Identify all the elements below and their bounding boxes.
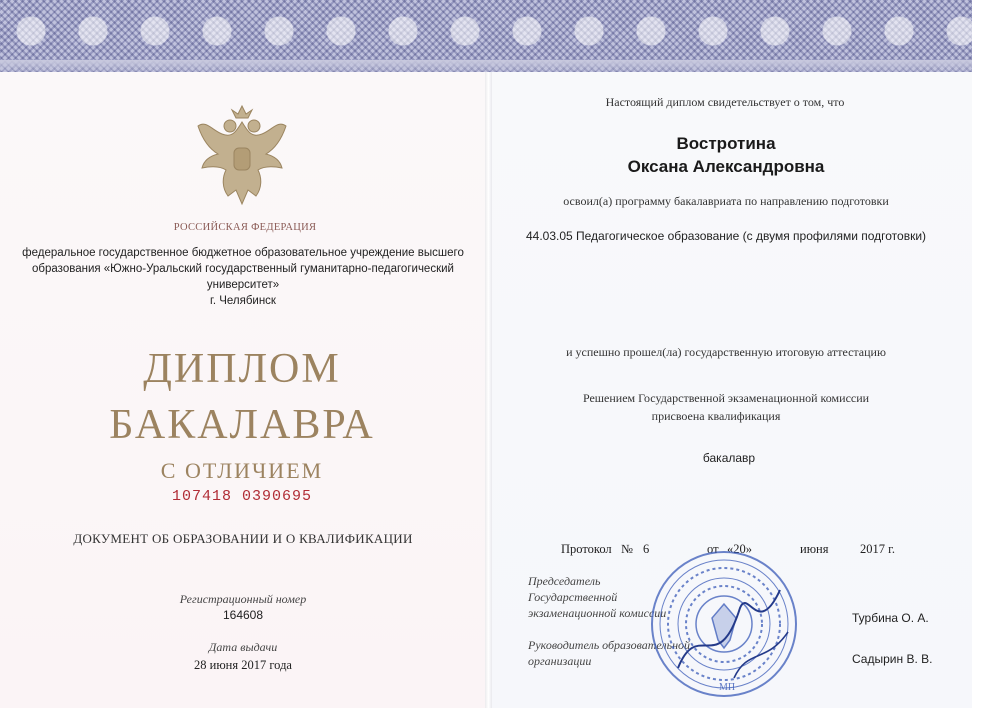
official-seal-icon (648, 548, 800, 700)
qualification: бакалавр (702, 451, 756, 465)
serial-number: 107418 0390695 (171, 488, 313, 505)
protocol-year: 2017 г. (860, 542, 895, 556)
protocol-number-sign: № (621, 542, 633, 556)
city-label: г. Челябинск (210, 295, 276, 307)
head-label-1: Руководитель образовательной (528, 638, 691, 652)
protocol-number: 6 (643, 542, 650, 556)
decision-line-1: Решением Государственной экзаменационной комиссии (582, 391, 870, 405)
head-name: Садырин В. В. (852, 652, 933, 666)
seal-mark: МП (719, 682, 736, 693)
chair-label-2: Государственной (528, 590, 618, 604)
registration-label: Регистрационный номер (179, 592, 307, 606)
page-margin (972, 0, 1000, 708)
chair-label-3: экзаменационной комиссии (528, 606, 667, 620)
program-label: освоил(а) программу бакалавриата по направлению подготовки (563, 194, 889, 208)
holder-surname: Востротина (676, 134, 776, 153)
diploma-subtitle: БАКАЛАВРА (109, 402, 375, 448)
protocol-month: июня (800, 542, 829, 556)
attestation-text: и успешно прошел(ла) государственную итоговую аттестацию (566, 345, 886, 359)
protocol-from: от (707, 542, 719, 556)
institution-line-2: образования «Южно-Уральский государственный гуманитарно-педагогический (32, 263, 454, 275)
issue-date: 28 июня 2017 года (194, 658, 292, 672)
chair-label-1: Председатель (528, 574, 601, 588)
document-type: ДОКУМЕНТ ОБ ОБРАЗОВАНИИ И О КВАЛИФИКАЦИИ (73, 531, 413, 546)
institution-line-1: федеральное государственное бюджетное образовательное учреждение высшего (22, 247, 464, 259)
head-label-2: организации (528, 654, 592, 668)
institution-line-3: университет» (206, 279, 280, 291)
protocol-day: «20» (727, 542, 752, 556)
program-name: 44.03.05 Педагогическое образование (с двумя профилями подготовки) (525, 229, 927, 243)
chair-name: Турбина О. А. (852, 611, 929, 625)
holder-given-names: Оксана Александровна (627, 157, 825, 176)
country-label: РОССИЙСКАЯ ФЕДЕРАЦИЯ (173, 222, 317, 233)
coat-of-arms-icon (192, 104, 292, 214)
diploma-title: ДИПЛОМ (143, 346, 341, 392)
registration-number: 164608 (222, 608, 264, 622)
protocol-label: Протокол (561, 542, 612, 556)
page-fold (485, 72, 492, 708)
honors-label: С ОТЛИЧИЕМ (160, 458, 324, 483)
intro-text: Настоящий диплом свидетельствует о том, что (605, 95, 845, 109)
decision-line-2: присвоена квалификация (651, 409, 781, 423)
issue-date-label: Дата выдачи (208, 640, 278, 654)
